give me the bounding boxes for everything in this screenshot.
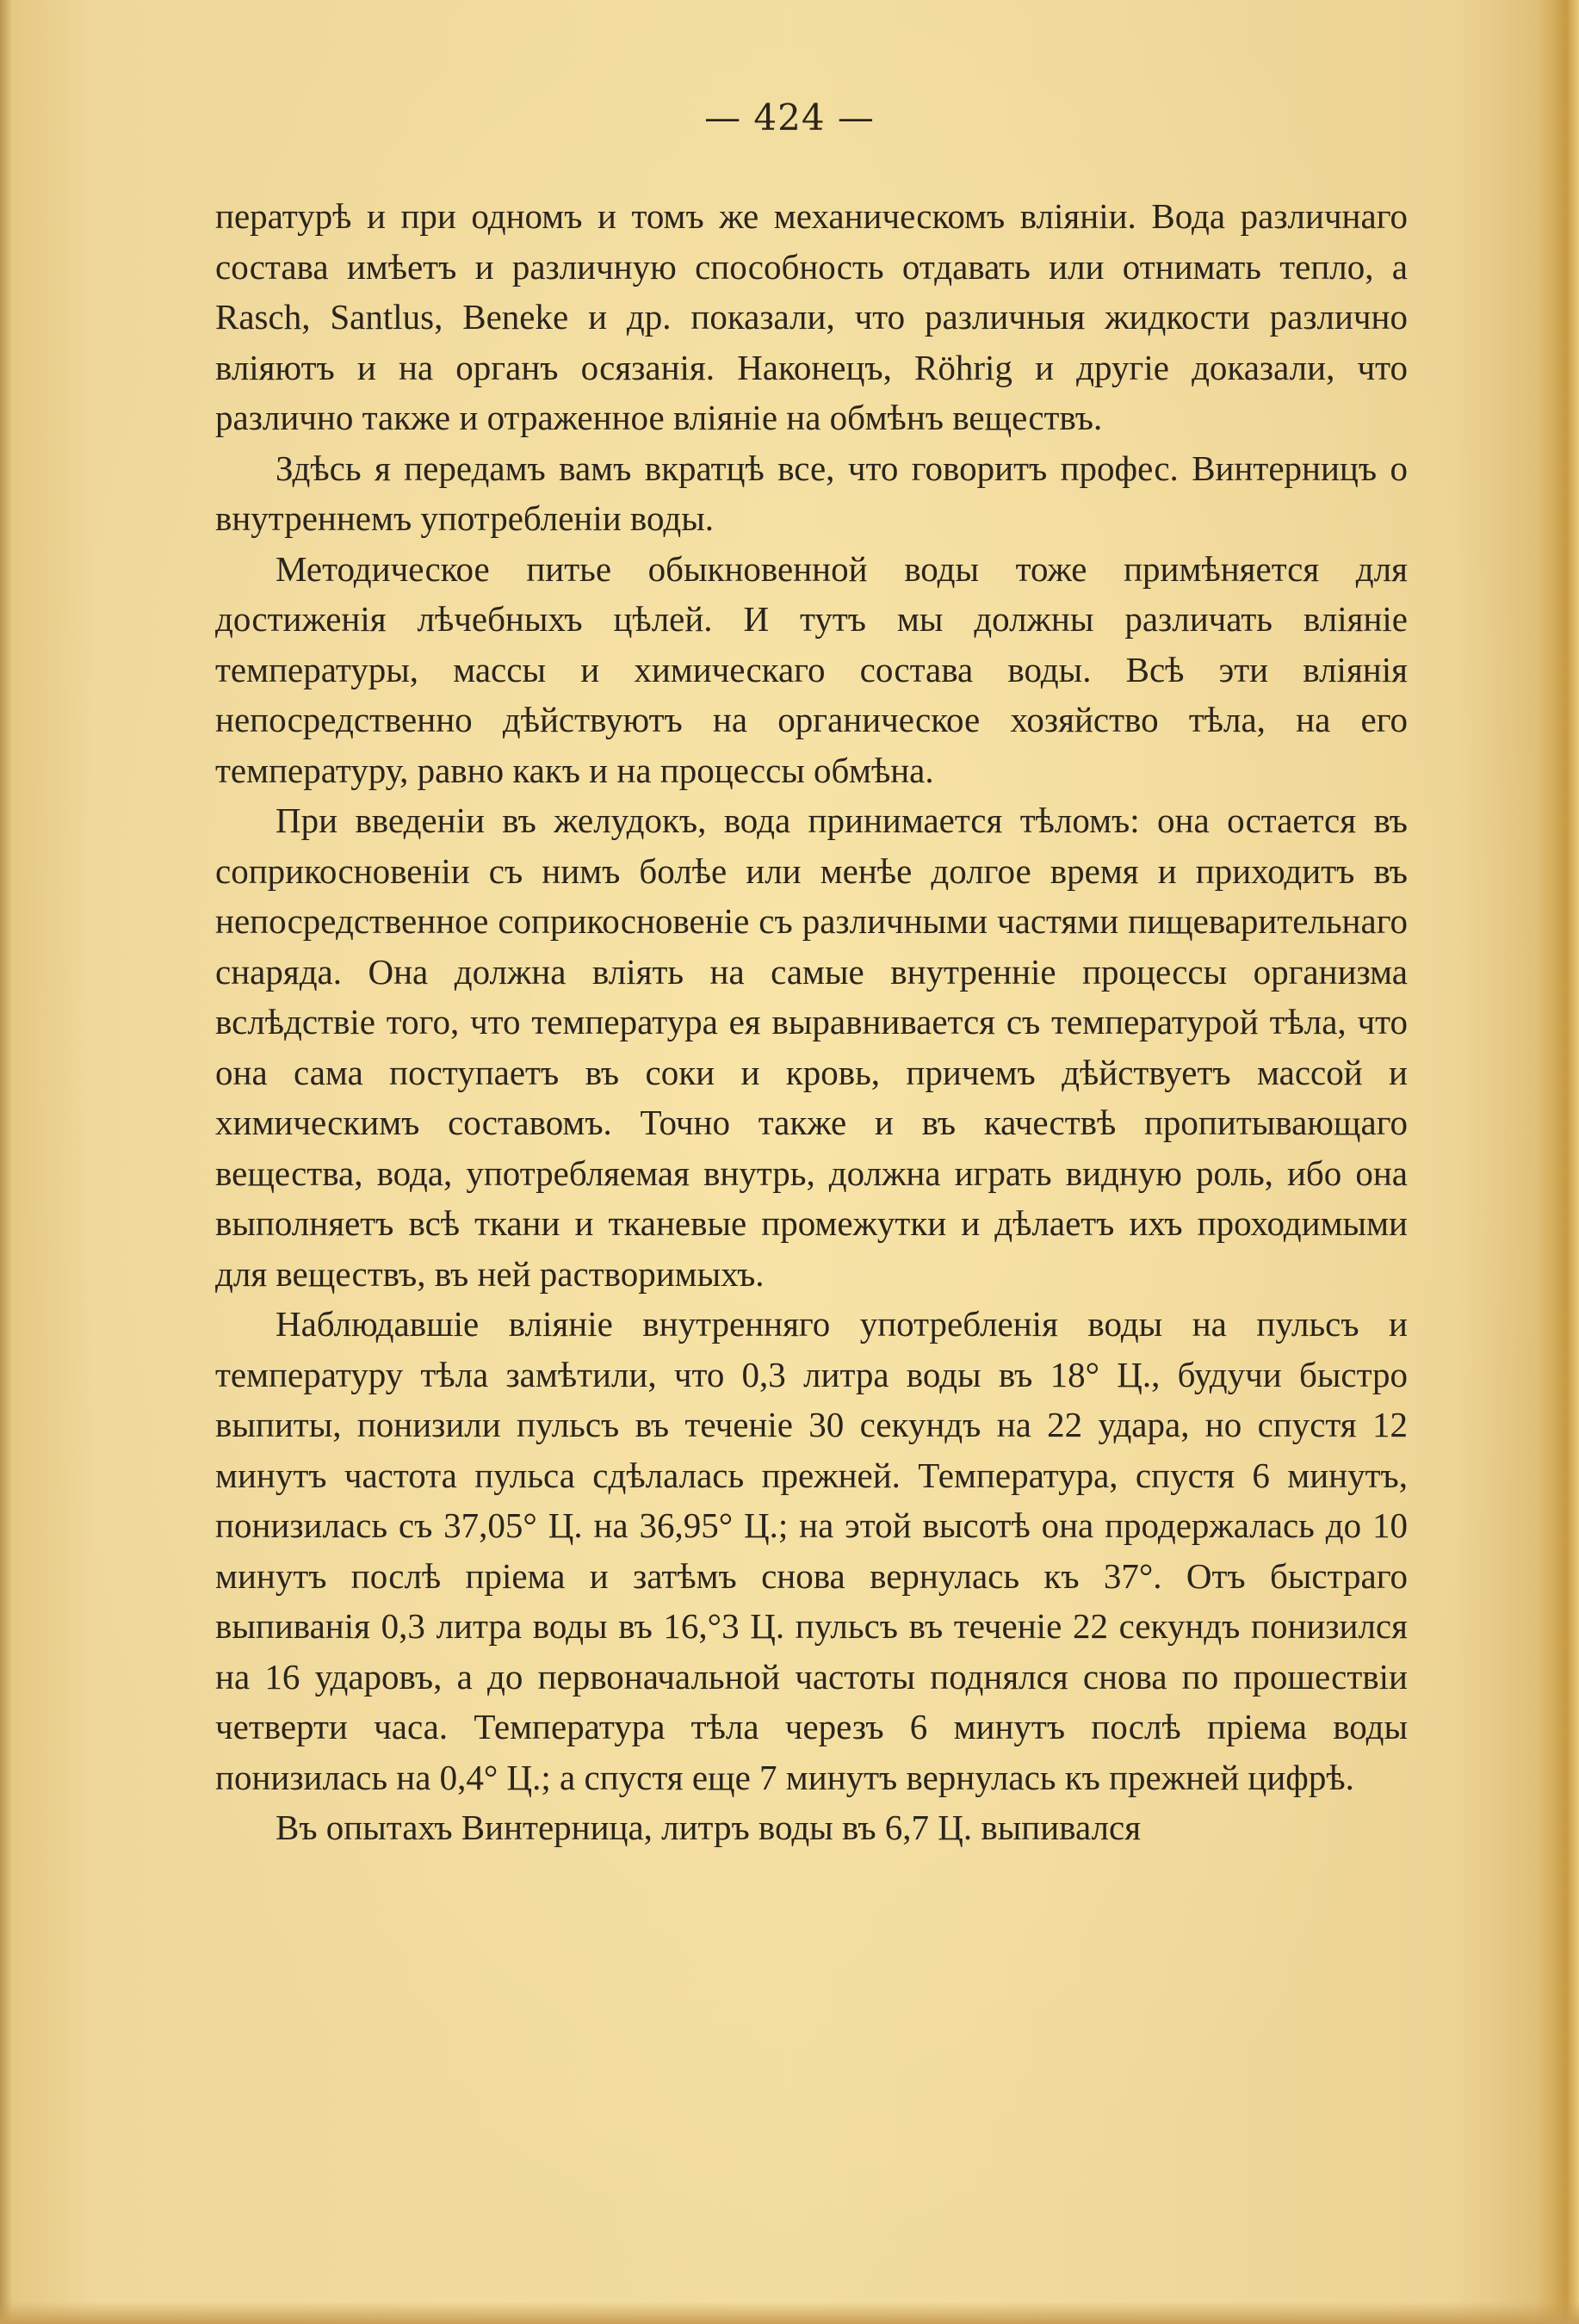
page-number: — 424 — <box>704 96 875 139</box>
page-left-shadow <box>0 0 12 2324</box>
paragraph: При введеніи въ желудокъ, вода принимается тѣломъ: она остается въ соприкосновеніи съ нимъ болѣе или менѣе долгое время и приходитъ въ непосредственное соприкосновеніе съ различными частями пищеварительнаго снаряда. Она должна вліять на самые внутренніе процессы организма вслѣдствіе того, что температура ея выравнивается съ температурой тѣла, что она сама поступаетъ въ соки и кровь, причемъ дѣйствуетъ массой и химическимъ составомъ. Точно также и въ качествѣ пропитывающаго вещества, вода, употребляемая внутрь, должна играть видную роль, ибо она выполняетъ всѣ ткани и тканевые промежутки и дѣлаетъ ихъ проходимыми для веществъ, въ ней растворимыхъ. <box>215 800 1408 1294</box>
page-bottom-shadow <box>0 2302 1579 2324</box>
paragraph-last-line: Въ опытахъ Винтерница, литръ воды въ 6,7 Ц. выпивался <box>276 1808 1142 1847</box>
paragraph: Здѣсь я передамъ вамъ вкратцѣ все, что говоритъ профес. Винтерницъ о внутреннемъ употребленіи воды. <box>215 448 1408 538</box>
paragraph: Методическое питье обыкновенной воды тоже примѣняется для достиженія лѣчебныхъ цѣлей. И тутъ мы должны различать вліяніе температуры, массы и химическаго состава воды. Всѣ эти вліянія непосредственно дѣйствуютъ на органическое хозяйство тѣла, на его температуру, равно какъ и на процессы обмѣна. <box>215 548 1408 790</box>
paragraph-continuation: пературѣ и при одномъ и томъ же механическомъ вліяніи. Вода различнаго состава имѣетъ и различную способность отдавать или отнимать тепло, а Rasch, Santlus, Beneke и др. показали, что различныя жидкости различно вліяютъ и на органъ осязанія. Наконецъ, Röhrig и другіе доказали, что различно также и отраженное вліяніе на обмѣнъ веществъ. <box>215 196 1408 437</box>
body-text <box>215 191 1408 1853</box>
page-right-binding <box>1536 0 1579 2324</box>
paragraph: Наблюдавшіе вліяніе внутренняго употребленія воды на пульсъ и температуру тѣла замѣтили, что 0,3 литра воды въ 18° Ц., будучи быстро выпиты, понизили пульсъ въ теченіе 30 секундъ на 22 удара, но спустя 12 минутъ частота пульса сдѣлалась прежней. Температура, спустя 6 минутъ, понизилась съ 37,05° Ц. на 36,95° Ц.; на этой высотѣ она продержалась до 10 минутъ послѣ пріема и затѣмъ снова вернулась къ 37°. Отъ быстраго выпиванія 0,3 литра воды въ 16,°3 Ц. пульсъ въ теченіе 22 секундъ понизился на 16 ударовъ, а до первоначальной частоты поднялся снова по прошествіи четверти часа. Температура тѣла черезъ 6 минутъ послѣ пріема воды понизилась на 0,4° Ц.; а спустя еще 7 минутъ вернулась къ прежней цифрѣ. <box>215 1304 1408 1797</box>
